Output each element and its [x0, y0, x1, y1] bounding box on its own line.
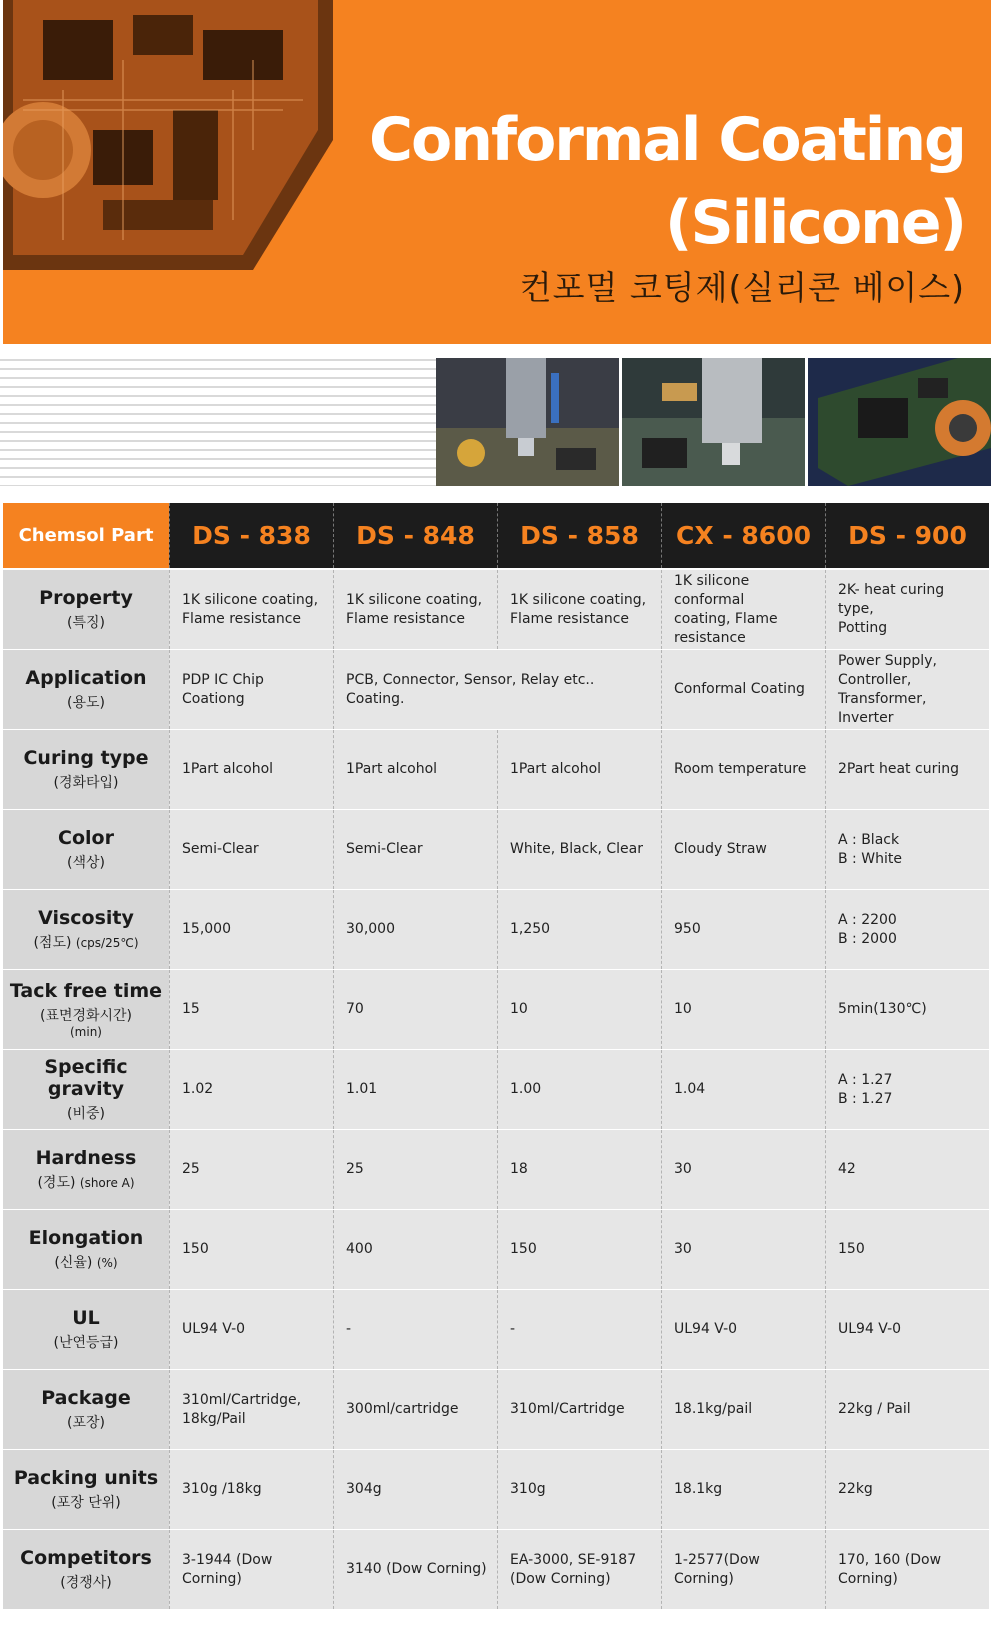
- row-label: Package (포장): [3, 1370, 169, 1449]
- table-cell: -: [333, 1290, 497, 1369]
- table-cell: 3-1944 (Dow Corning): [169, 1530, 333, 1609]
- table-cell: 10: [497, 970, 661, 1049]
- table-cell: 1,250: [497, 890, 661, 969]
- table-cell: 1K silicone conformal coating, Flame resistance: [661, 570, 825, 649]
- table-cell: 25: [333, 1130, 497, 1209]
- row-label: Competitors (경쟁사): [3, 1530, 169, 1609]
- table-cell: 400: [333, 1210, 497, 1289]
- table-cell: Room temperature: [661, 730, 825, 809]
- product-header: DS - 848: [333, 503, 497, 568]
- table-cell: 304g: [333, 1450, 497, 1529]
- table-cell: 1K silicone coating, Flame resistance: [333, 570, 497, 649]
- row-label: Packing units (포장 단위): [3, 1450, 169, 1529]
- table-cell: UL94 V-0: [825, 1290, 989, 1369]
- table-row: [3, 1530, 991, 1610]
- table-row: [3, 970, 991, 1050]
- table-cell: Conformal Coating: [661, 650, 825, 729]
- row-label: Color (색상): [3, 810, 169, 889]
- table-cell: 150: [169, 1210, 333, 1289]
- table-cell: A : 2200 B : 2000: [825, 890, 989, 969]
- table-row: [3, 810, 991, 890]
- table-cell: Power Supply, Controller, Transformer, Inverter: [825, 650, 989, 729]
- product-header: DS - 858: [497, 503, 661, 568]
- table-cell: EA-3000, SE-9187 (Dow Corning): [497, 1530, 661, 1609]
- row-label: Curing type (경화타입): [3, 730, 169, 809]
- table-cell: 300ml/cartridge: [333, 1370, 497, 1449]
- table-cell: 22kg / Pail: [825, 1370, 989, 1449]
- table-cell: PDP IC Chip Coationg: [169, 650, 333, 729]
- table-cell: 15,000: [169, 890, 333, 969]
- table-cell: 1Part alcohol: [333, 730, 497, 809]
- row-label: Tack free time (표면경화시간) (min): [3, 970, 169, 1049]
- hero-banner: [3, 0, 991, 344]
- table-cell: Cloudy Straw: [661, 810, 825, 889]
- table-cell: 1Part alcohol: [169, 730, 333, 809]
- table-row: [3, 570, 991, 650]
- product-header: CX - 8600: [661, 503, 825, 568]
- row-label: Application (용도): [3, 650, 169, 729]
- table-cell: 310g /18kg: [169, 1450, 333, 1529]
- table-cell: 950: [661, 890, 825, 969]
- table-cell: 30,000: [333, 890, 497, 969]
- row-label: Viscosity (점도) (cps/25℃): [3, 890, 169, 969]
- hard-drive-photo: [808, 358, 991, 486]
- table-cell: 310ml/Cartridge, 18kg/Pail: [169, 1370, 333, 1449]
- page-subtitle: 컨포멀 코팅제(실리콘 베이스): [519, 268, 965, 307]
- table-cell: 2Part heat curing: [825, 730, 989, 809]
- table-cell: 1K silicone coating, Flame resistance: [169, 570, 333, 649]
- table-row: [3, 1050, 991, 1130]
- page-title-line1: Conformal Coating: [369, 105, 965, 175]
- table-cell: 3140 (Dow Corning): [333, 1530, 497, 1609]
- page-title-line2: (Silicone): [665, 188, 965, 258]
- table-row: [3, 1450, 991, 1530]
- table-cell: 18.1kg/pail: [661, 1370, 825, 1449]
- dispensing-photo-2: [622, 358, 805, 486]
- table-cell: Semi-Clear: [333, 810, 497, 889]
- table-row: [3, 650, 991, 730]
- row-label: Hardness (경도) (shore A): [3, 1130, 169, 1209]
- product-header: DS - 900: [825, 503, 989, 568]
- table-cell: 1.04: [661, 1050, 825, 1129]
- decorative-stripes: [0, 352, 436, 486]
- table-cell: A : 1.27 B : 1.27: [825, 1050, 989, 1129]
- dispensing-photo-1: [436, 358, 619, 486]
- table-cell: 30: [661, 1210, 825, 1289]
- table-cell: 10: [661, 970, 825, 1049]
- table-cell: 2K- heat curing type, Potting: [825, 570, 989, 649]
- table-cell: 70: [333, 970, 497, 1049]
- table-cell: UL94 V-0: [661, 1290, 825, 1369]
- table-row: [3, 1130, 991, 1210]
- row-label: Elongation (신율) (%): [3, 1210, 169, 1289]
- table-row: [3, 730, 991, 810]
- table-cell: Semi-Clear: [169, 810, 333, 889]
- spec-table: [3, 570, 991, 1610]
- table-cell: UL94 V-0: [169, 1290, 333, 1369]
- table-row: [3, 1370, 991, 1450]
- table-cell: 310ml/Cartridge: [497, 1370, 661, 1449]
- table-row: [3, 890, 991, 970]
- table-cell: 170, 160 (Dow Corning): [825, 1530, 989, 1609]
- table-row: [3, 1210, 991, 1290]
- table-cell: 18: [497, 1130, 661, 1209]
- table-cell: 22kg: [825, 1450, 989, 1529]
- table-cell: 310g: [497, 1450, 661, 1529]
- table-cell: 15: [169, 970, 333, 1049]
- table-cell: 25: [169, 1130, 333, 1209]
- table-cell: 42: [825, 1130, 989, 1209]
- table-cell: White, Black, Clear: [497, 810, 661, 889]
- table-cell: 1K silicone coating, Flame resistance: [497, 570, 661, 649]
- table-cell: 150: [497, 1210, 661, 1289]
- row-label: Specific gravity (비중): [3, 1050, 169, 1129]
- table-row: [3, 1290, 991, 1370]
- product-header: DS - 838: [169, 503, 333, 568]
- row-label: UL (난연등급): [3, 1290, 169, 1369]
- table-cell: PCB, Connector, Sensor, Relay etc.. Coating.: [333, 650, 661, 729]
- table-cell: 1.02: [169, 1050, 333, 1129]
- corner-label: Chemsol Part: [3, 503, 169, 568]
- table-cell: 1.00: [497, 1050, 661, 1129]
- table-cell: 150: [825, 1210, 989, 1289]
- table-header: [3, 503, 991, 568]
- table-cell: 5min(130℃): [825, 970, 989, 1049]
- table-cell: 1Part alcohol: [497, 730, 661, 809]
- table-cell: -: [497, 1290, 661, 1369]
- row-label: Property (특징): [3, 570, 169, 649]
- table-cell: 18.1kg: [661, 1450, 825, 1529]
- table-cell: 1-2577(Dow Corning): [661, 1530, 825, 1609]
- table-cell: 30: [661, 1130, 825, 1209]
- circuit-board-image: [3, 0, 333, 270]
- table-cell: A : Black B : White: [825, 810, 989, 889]
- table-cell: 1.01: [333, 1050, 497, 1129]
